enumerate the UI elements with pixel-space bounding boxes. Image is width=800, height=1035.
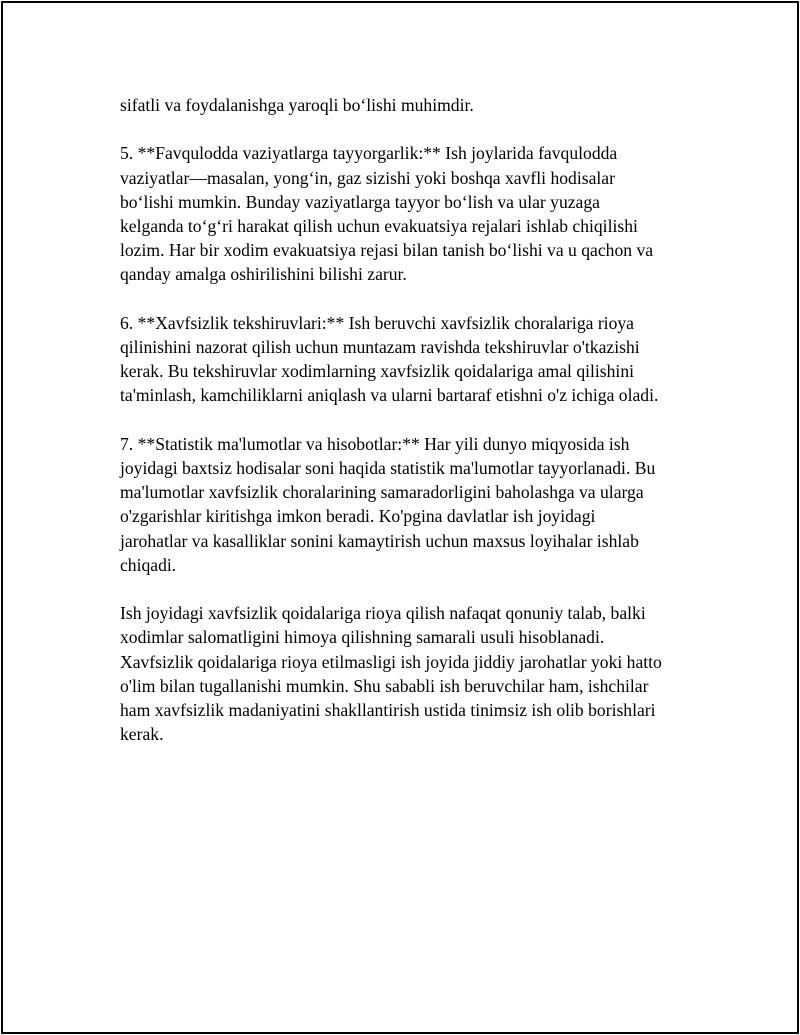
paragraph-continuation: sifatli va foydalanishga yaroqli bo‘lishi muhimdir. bbox=[120, 95, 474, 115]
paragraph-safety-inspections: 6. **Xavfsizlik tekshiruvlari:** Ish beruvchi xavfsizlik choralariga rioya qilinishini nazorat qilish uchun muntazam ravishda tekshiruvlar o'tkazishi kerak. Bu tekshiruvlar xodimlarning xavfsizlik qoidalariga amal qilishini ta'minlash, kamchiliklarni aniqlash va ularni bartaraf etishni o'z ichiga oladi. bbox=[120, 312, 659, 406]
document-body bbox=[120, 93, 695, 771]
paragraph-conclusion: Ish joyidagi xavfsizlik qoidalariga rioya qilish nafaqat qonuniy talab, balki xodimlar salomatligini himoya qilishning samarali usuli hisoblanadi. Xavfsizlik qoidalariga rioya etilmasligi ish joyida jiddiy jarohatlar yoki hatto o'lim bilan tugallanishi mumkin. Shu sababli ish beruvchilar ham, ishchilar ham xavfsizlik madaniyatini shakllantirish ustida tinimsiz ish olib borishlari kerak. bbox=[120, 603, 662, 745]
paragraph-emergency-preparedness: 5. **Favqulodda vaziyatlarga tayyorgarlik:** Ish joylarida favqulodda vaziyatlar—masalan, yong‘in, gaz sizishi yoki boshqa xavfli hodisalar bo‘lishi mumkin. Bunday vaziyatlarga tayyor bo‘lish va ular yuzaga kelganda to‘g‘ri harakat qilish uchun evakuatsiya rejalari ishlab chiqilishi lozim. Har bir xodim evakuatsiya rejasi bilan tanish bo‘lishi va u qachon va qanday amalga oshirilishini bilishi zarur. bbox=[120, 143, 654, 285]
paragraph-statistics-reports: 7. **Statistik ma'lumotlar va hisobotlar:** Har yili dunyo miqyosida ish joyidagi baxtsiz hodisalar soni haqida statistik ma'lumotlar tayyorlanadi. Bu ma'lumotlar xavfsizlik choralarining samaradorligini baholashga va ularga o'zgarishlar kiritishga imkon beradi. Ko'pgina davlatlar ish joyidagi jarohatlar va kasalliklar sonini kamaytirish uchun maxsus loyihalar ishlab chiqadi. bbox=[120, 433, 656, 575]
page-frame bbox=[1, 1, 799, 1034]
